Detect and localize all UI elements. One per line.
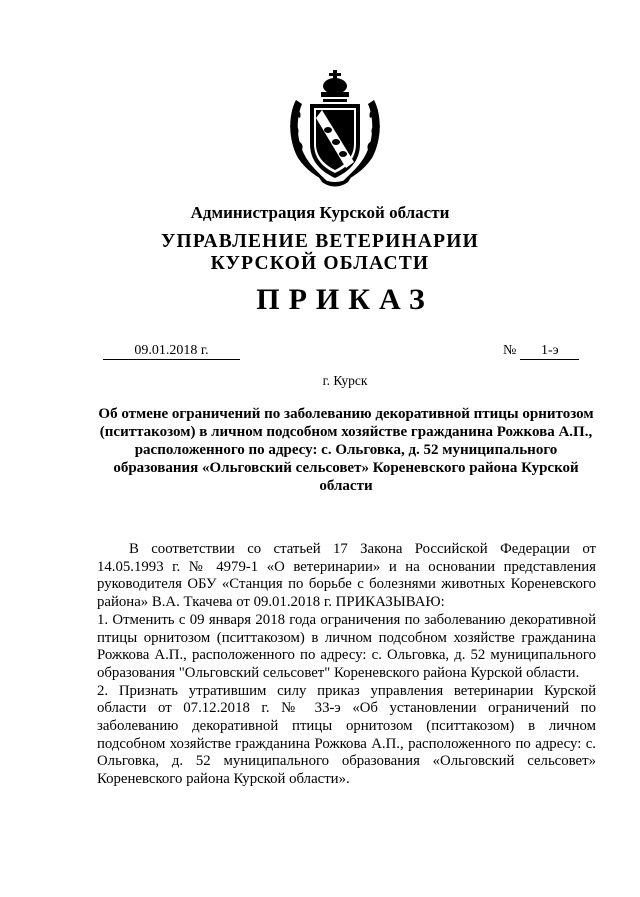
order-title: Об отмене ограничений по заболеванию декоративной птицы орнитозом (пситтакозом) в личном подсобном хозяйстве гражданина Рожкова А.П., расположенного по адресу: с. Ольговка, д. 52 муниципального образования «Ольговский сельсовет» Кореневского района Курской области: [98, 406, 594, 494]
order-number: [503, 343, 579, 360]
order-number-value: 1-э: [520, 343, 579, 360]
document-type-heading: ПРИКАЗ: [256, 283, 434, 316]
order-number-label: №: [503, 343, 517, 358]
organization-name: Администрация Курской области: [190, 203, 450, 222]
order-city: г. Курск: [322, 373, 368, 388]
order-item-1: 1. Отменить с 09 января 2018 года ограничения по заболеванию декоративной птицы орнитозом (пситтакозом) в личном подсобном хозяйстве гражданина Рожкова А.П., расположенного по адресу: с. Ольговка, д. 52 муниципального образования "Ольговский сельсовет" Кореневского района Курской области.: [97, 611, 596, 681]
preamble-paragraph: В соответствии со статьей 17 Закона Российской Федерации от 14.05.1993 г. № 4979-1 «О ветеринарии» и на основании представления руководителя ОБУ «Станция по борьбе с болезнями животных Кореневского района» В.А. Ткачева от 09.01.2018 г. ПРИКАЗЫВАЮ:: [97, 541, 596, 611]
order-date: 09.01.2018 г.: [103, 343, 240, 360]
order-body: [97, 541, 596, 789]
department-name-line1: УПРАВЛЕНИЕ ВЕТЕРИНАРИИ: [161, 231, 479, 252]
coat-of-arms-emblem: [288, 70, 382, 188]
order-item-2: 2. Признать утратившим силу приказ управления ветеринарии Курской области от 07.12.2018 г. № 33-э «Об установлении ограничений по заболеванию декоративной птицы орнитозом (пситтакозом) в личном подсобном хозяйстве гражданина Рожкова А.П., расположенного по адресу: с. Ольговка, д. 52 муниципального образования «Ольговский сельсовет» Кореневского района Курской области».: [97, 682, 596, 788]
department-name: [0, 231, 640, 275]
department-name-line2: КУРСКОЙ ОБЛАСТИ: [210, 253, 430, 274]
